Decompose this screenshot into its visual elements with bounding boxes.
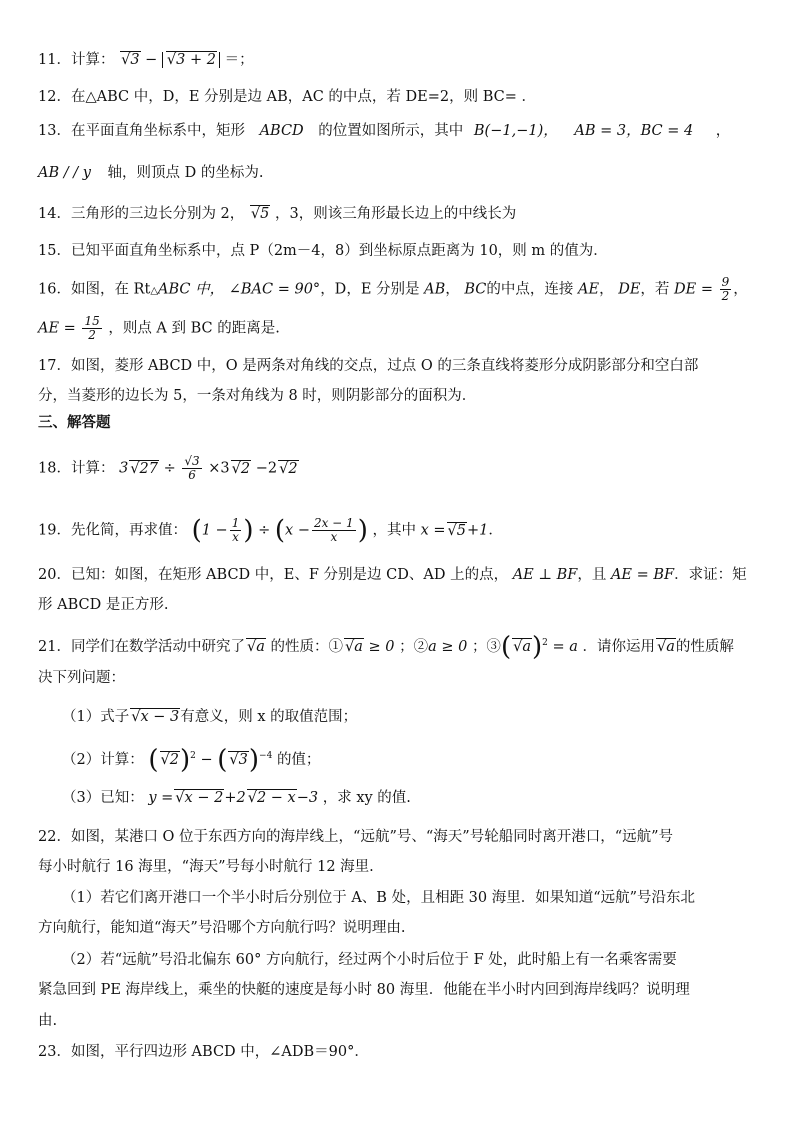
question-17-cont: 分，当菱形的边长为 5，一条对角线为 8 时，则阴影部分的面积为．	[38, 388, 477, 404]
triangle-icon: △	[150, 285, 159, 297]
question-22-part-1-cont: 方向航行，能知道“海天”号沿哪个方向航行吗？说明理由.	[38, 920, 406, 936]
abs-value: √ 3 + 2	[162, 52, 220, 68]
question-17: 17．如图，菱形 ABCD 中，O 是两条对角线的交点，过点 O 的三条直线将菱形分成阴影部分和空白部	[38, 358, 699, 374]
question-21-part-3: （3）已知： y =√ x − 2+2√ 2 − x−3 ，求 xy 的值.	[62, 788, 764, 808]
question-18: 18．计算： 3√ 27 ÷ $\frac{√3}{6}$ ×3√ 2 −2√ 2	[38, 455, 764, 482]
question-16: 16．如图，在 Rt△ABC 中， ∠BAC = 90°，D，E 分别是 AB， BC的中点，连接 AE， DE，若 DE = $\frac{9}{2}$ ，	[38, 275, 748, 303]
fraction-sqrt3-6: $\frac{√3}{6}$	[184, 454, 200, 482]
question-13: 13．在平面直角坐标系中，矩形 ABCD 的位置如图所示，其中 B(−1,−1)， AB = 3，BC = 4 ，	[38, 123, 731, 139]
question-21-cont: 决下列问题：	[38, 670, 125, 686]
question-22: 22．如图，某港口 O 位于东西方向的海岸线上，“远航”号、“海天”号轮船同时离开港口，“远航”号	[38, 829, 674, 845]
question-20: 20．已知：如图，在矩形 ABCD 中，E、F 分别是边 CD、AD 上的点， AE ⊥ BF，且 AE = BF．求证：矩	[38, 567, 747, 583]
question-22-part-2-end: 由.	[38, 1013, 58, 1029]
fraction-9-2: $\frac{9}{2}$	[721, 275, 730, 303]
fraction-1-x: $\frac{1}{x}$	[231, 516, 240, 544]
question-15: 15．已知平面直角坐标系中，点 P（2m－4，8）到坐标原点距离为 10，则 m 的值为．	[38, 243, 608, 259]
question-23: 23．如图，平行四边形 ABCD 中，∠ADB＝90°．	[38, 1044, 369, 1060]
question-22-part-2-cont: 紧急回到 PE 海岸线上，乘坐的快艇的速度是每小时 80 海里．他能在半小时内回到海岸线吗？说明理	[38, 982, 690, 998]
question-21: 21．同学们在数学活动中研究了√ a 的性质：①√ a ≥ 0 ；②a ≥ 0 ；③(√ a)$^2$ = a ．请你运用√ a的性质解	[38, 633, 764, 657]
question-19: 19．先化简，再求值： (1 − $\frac{1}{x}$ ) ÷ (x − $\frac{2x - 1}{x}$ ) ，其中 x =√ 5+1．	[38, 517, 764, 544]
question-21-part-2: （2）计算： (√ 2)$^2$ − (√ 3)$^{-4}$ 的值；	[62, 746, 764, 770]
question-12: 12．在△ABC 中，D，E 分别是边 AB，AC 的中点，若 DE=2，则 BC= ．	[38, 89, 537, 105]
question-22-part-1: （1）若它们离开港口一个半小时后分别位于 A、B 处，且相距 30 海里．如果知道“远航”号沿东北	[62, 890, 696, 906]
question-20-cont: 形 ABCD 是正方形.	[38, 597, 169, 613]
question-22-part-2: （2）若“远航”号沿北偏东 60° 方向航行，经过两个小时后位于 F 处，此时船上有一名乘客需要	[62, 952, 677, 968]
question-13-cont: AB / / y 轴，则顶点 D 的坐标为.	[38, 165, 264, 181]
fraction-2x-1-x: $\frac{2x - 1}{x}$	[313, 516, 354, 544]
section-heading: 三、解答题	[38, 414, 111, 431]
question-14: 14．三角形的三边长分别为 2， √ 5 ，3，则该三角形最长边上的中线长为	[38, 204, 764, 224]
fraction-15-2: $\frac{15}{2}$	[84, 314, 100, 342]
question-22-line-2: 每小时航行 16 海里，“海天”号每小时航行 12 海里.	[38, 859, 374, 875]
question-11: 11．计算： √ 3 − √ 3 + 2 ＝；	[38, 50, 764, 70]
question-21-part-1: （1）式子√ x − 3有意义，则 x 的取值范围；	[62, 707, 764, 727]
question-16-cont: AE = $\frac{15}{2}$ ，则点 A 到 BC 的距离是.	[38, 314, 280, 342]
